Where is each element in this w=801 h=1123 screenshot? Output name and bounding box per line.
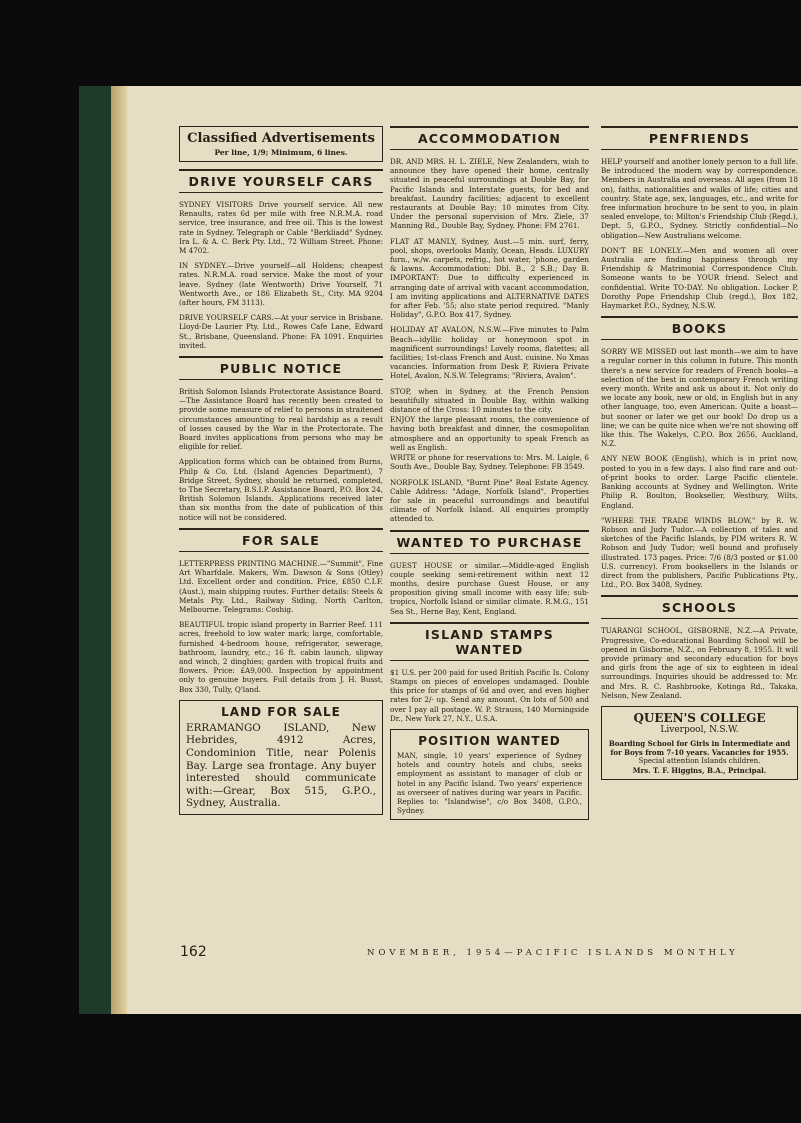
queens-college-line: Boarding School for Girls in Intermediate and for Boys from 7-10 years. Vacancies for 1955. (608, 738, 791, 757)
accommodation-ad: WRITE or phone for reservations to: Mrs. M. Laigle, 6 South Ave., Double Bay, Sydney. Telephone: FB 3549. (390, 453, 589, 472)
schools-heading: SCHOOLS (601, 595, 798, 619)
for-sale-ad: BEAUTIFUL tropic island property in Barrier Reef. 111 acres, freehold to low water mark; large, comfortable, furnished 4-bedroom house, refrigerator, sewerage, bathroom, laundry, etc.; 16 ft. cabin launch, slipway and winch, 2 dinghies; garden with tropical fruits and flowers. Price: £A9,000. Inspection by appointment only to genuine buyers. Full details from J. H. Busst, Box 330, Tully, Q'land. (179, 620, 383, 694)
classified-header (179, 126, 383, 162)
land-for-sale-heading: LAND FOR SALE (221, 704, 341, 719)
book-binding (79, 86, 111, 1014)
penfriends-ad: HELP yourself and another lonely person to a full life. Be introduced the modern way by correspondence. Members in Australia and overseas. All ages (from 18 on), faiths, nationalities and walks of life; cities and country. State age, sex, languages, etc., and write for free information brochure to be sent to you, in plain sealed envelope, to: Milton's Friendship Club (Regd.), Dept. 5, G.P.O., Sydney. Strictly confidential—No obligation—New Australians welcome. (601, 157, 798, 240)
position-wanted-box (390, 729, 589, 820)
accommodation-ad: ENJOY the large pleasant rooms, the convenience of having both breakfast and dinner, the cosmopolitan atmosphere and an opportunity to speak French as well as English. (390, 415, 589, 452)
public-notice-heading: PUBLIC NOTICE (179, 356, 383, 380)
queens-college-location: Liverpool, N.S.W. (660, 724, 739, 735)
drive-ad: IN SYDNEY.—Drive yourself—all Holdens; cheapest rates. N.R.M.A. road service. Make the most of your leave. Sydney (late Wentworth) Drive Yourself, 71 Wentworth Ave., or 186 Elizabeth St., City. MA 9204 (after hours, FM 3113). (179, 261, 383, 308)
schools-ad: TUARANGI SCHOOL, GISBORNE, N.Z.—A Private, Progressive, Co-educational Boarding School will be opened in Gisborne, N.Z., on February 8, 1955. It will provide primary and secondary education for boys and girls from the age of six to eighteen in ideal surroundings. Inquiries should be addressed to: Mr. and Mrs. R. C. Rashbrooke, Kotinga Rd., Takaka, Nelson, New Zealand. (601, 626, 798, 700)
stamps-heading: ISLAND STAMPS WANTED (390, 622, 589, 661)
page-number: 162 (180, 944, 207, 960)
queens-college-box (601, 706, 798, 780)
accommodation-heading: ACCOMMODATION (390, 126, 589, 150)
public-notice-text: British Solomon Islands Protectorate Assistance Board.—The Assistance Board has recently been created to provide some measure of relief to persons in straitened circumstances amounting to real hardship as a result of losses caused by the War in the Protectorate. The Board invites applications from persons who may be eligible for relief. (179, 387, 383, 452)
page-edge (111, 86, 127, 1014)
column-right (601, 126, 798, 780)
drive-ad: SYDNEY VISITORS Drive yourself service. All new Renaults, rates 6d per mile with free N.R.M.A. road service, tree insurance, and free oil. This is the lowest rate in Sydney. Telegraph or Cable "Berkliadd" Sydney. Ira L. & A. C. Berk Pty. Ltd., 72 William Street. Phone: M 4702. (179, 200, 383, 256)
wanted-ad: GUEST HOUSE or similar.—Middle-aged English couple seeking semi-retirement within next 12 months, desire purchase Guest House, or any proposition giving small income with easy life; sub-tropics, Norfolk Island or similar climate. R.M.G., 151 Sea St., Herne Bay, Kent, England. (390, 560, 589, 616)
for-sale-heading: FOR SALE (179, 528, 383, 552)
public-notice-text: Application forms which can be obtained from Burns, Philp & Co. Ltd. (Island Agencies Department), 7 Bridge Street, Sydney, should be returned, completed, to The Secretary, B.S.I.P. Assistance Board, P.O. Box 24, British Solomon Islands. Applications received later than six months from the date of publication of this notice will not be considered. (179, 457, 383, 522)
column-left (179, 126, 383, 815)
for-sale-ad: LETTERPRESS PRINTING MACHINE.—"Summit", Fine Art Wharfdale. Makers, Wm. Dawson & Sons (Otley) Ltd. Excellent order and condition. Price, £850 C.I.F. (Aust.), main shipping routes. Further details: Steels & Metals Pty. Ltd., Railway Siding, North Carlton, Melbourne. Telegrams: Coshig. (179, 558, 383, 614)
queens-college-title: QUEEN'S COLLEGE (633, 710, 766, 725)
classified-rates: Per line, 1/9; Minimum, 6 lines. (214, 148, 348, 157)
books-heading: BOOKS (601, 316, 798, 340)
books-ad: SORRY WE MISSED out last month—we aim to have a regular corner in this column in future. This month there's a new service for readers of French books—a selection of the best in contemporary French writing every month. Write and ask us about it. Not only do we locate any book, new or old, in English but in any other language, too, even American. Quite a boast—but sooner or later we get our book! Do drop us a line; we can be quite nice when we're not showing off like this. The Wakelys, C.P.O. Box 2656, Auckland, N.Z. (601, 347, 798, 449)
drive-heading: DRIVE YOURSELF CARS (179, 169, 383, 193)
books-ad: ANY NEW BOOK (English), which is in print now, posted to you in a few days. I also find rare and out-of-print books to order. Large Pacific clientele. Banking accounts at Sydney and Wellington. Write Philip R. Boulton, Bookseller, Westbury, Wilts, England. (601, 454, 798, 510)
land-for-sale-box (179, 700, 383, 815)
drive-ad: DRIVE YOURSELF CARS.—At your service in Brisbane. Lloyd-De Laurier Pty. Ltd., Rowes Cafe Lane, Edward St., Brisbane, Queensland. Phone: FA 1091. Enquiries invited. (179, 313, 383, 350)
accommodation-ad: STOP, when in Sydney, at the French Pension beautifully situated in Double Bay, within walking distance of the Cross: 10 minutes to the city. (390, 386, 589, 415)
position-wanted-heading: POSITION WANTED (418, 733, 561, 748)
land-for-sale-text: ERRAMANGO ISLAND, New Hebrides, 4912 Acres, Condominion Title, near Polenis Bay. Large sea frontage. Any buyer interested should communicate with:—Grear, Box 515, G.P.O., Sydney, Australia. (186, 721, 376, 810)
penfriends-ad: DON'T BE LONELY.—Men and women all over Australia are finding happiness through my Friendship & Matrimonial Correspondence Club. Someone wants to be YOUR friend. Select and confidential. Write TO-DAY. No obligation. Locker P, Dorothy Pope Friendship Club (regd.), Box 182, Haymarket P.O., Sydney, N.S.W. (601, 245, 798, 311)
column-middle (390, 126, 589, 820)
penfriends-heading: PENFRIENDS (601, 126, 798, 150)
classified-title: Classified Advertisements (187, 131, 375, 146)
accommodation-ad: HOLIDAY AT AVALON, N.S.W.—Five minutes to Palm Beach—idyllic holiday or honeymoon spot in magnificent surroundings! Lovely rooms, flatettes; all facilities; 1st-class French and Aust. cuisine. No Xmas vacancies. Information from Desk P, Riviera Private Hotel, Avalon, N.S.W. Telegrams: "Riviera, Avalon". (390, 325, 589, 381)
queens-college-line: Special attention Islands children. (638, 756, 761, 765)
queens-college-line: Mrs. T. F. Higgins, B.A., Principal. (632, 765, 767, 775)
wanted-heading: WANTED TO PURCHASE (390, 530, 589, 554)
stamps-ad: $1 U.S. per 200 paid for used British Pacific Is. Colony Stamps on pieces of envelopes undamaged. Double this price for stamps of 6d and over, and even higher rates for 2/- up. Send any amount. On lots of 500 and over I pay all postage. W. P. Strauss, 140 Morningside Dr., New York 27, N.Y., U.S.A. (390, 667, 589, 723)
magazine-page (127, 86, 801, 1014)
books-ad: "WHERE THE TRADE WINDS BLOW," by R. W. Robson and Judy Tudor.—A collection of tales and sketches of the Pacific Islands, by PIM writers R. W. Robson and Judy Tudor; well bound and profusely illustrated. 173 pages. Price: 7/6 (8/3 posted or $1.00 U.S. currency). From booksellers in the Islands or direct from the publishers, Pacific Publications Pty., Ltd., P.O. Box 3408, Sydney. (601, 515, 798, 590)
accommodation-ad: DR. AND MRS. H. L. ZIELE, New Zealanders, wish to announce they have opened their home, centrally situated in peaceful surroundings at Double Bay, for Pacific Islands and Interstate guests, for bed and breakfast. Laundry facilities; adjacent to excellent restaurants at Double Bay; 10 minutes from City. Under the personal supervision of Mrs. Ziele, 37 Manning Rd., Double Bay, Sydney. Phone: FM 2761. (390, 157, 589, 231)
position-wanted-text: MAN, single, 10 years' experience of Sydney hotels and country hotels and clubs, seeks employment as assistant to manager of club or hotel in any Pacific Island. Two years' experience as overseer of natives during war years in Pacific. Replies to: "Islandwise", c/o Box 3408, G.P.O., Sydney. (397, 750, 582, 816)
accommodation-ad: NORFOLK ISLAND, "Burnt Pine" Real Estate Agency. Cable Address: "Adage, Norfolk Island". Properties for sale in peaceful surroundings and beautiful climate of Norfolk Island. All enquiries promptly attended to. (390, 477, 589, 524)
accommodation-ad: FLAT AT MANLY, Sydney, Aust.—5 min. surf, ferry, pool, shops, overlooks Manly, Ocean, Heads. LUXURY furn., w./w. carpets, refrig., hot water, 'phone, garden & lawns. Accommodation: Dbl. B., 2 S.B.; Day B. IMPORTANT: Due to difficulty experienced in arranging date of arrival with vacant accommodation, I am inviting applications and ALTERNATIVE DATES for after Feb. '55; also state period required. "Manly Holiday", G.P.O. Box 417, Sydney. (390, 236, 589, 320)
running-footer: NOVEMBER, 1954—PACIFIC ISLANDS MONTHLY (367, 948, 739, 958)
